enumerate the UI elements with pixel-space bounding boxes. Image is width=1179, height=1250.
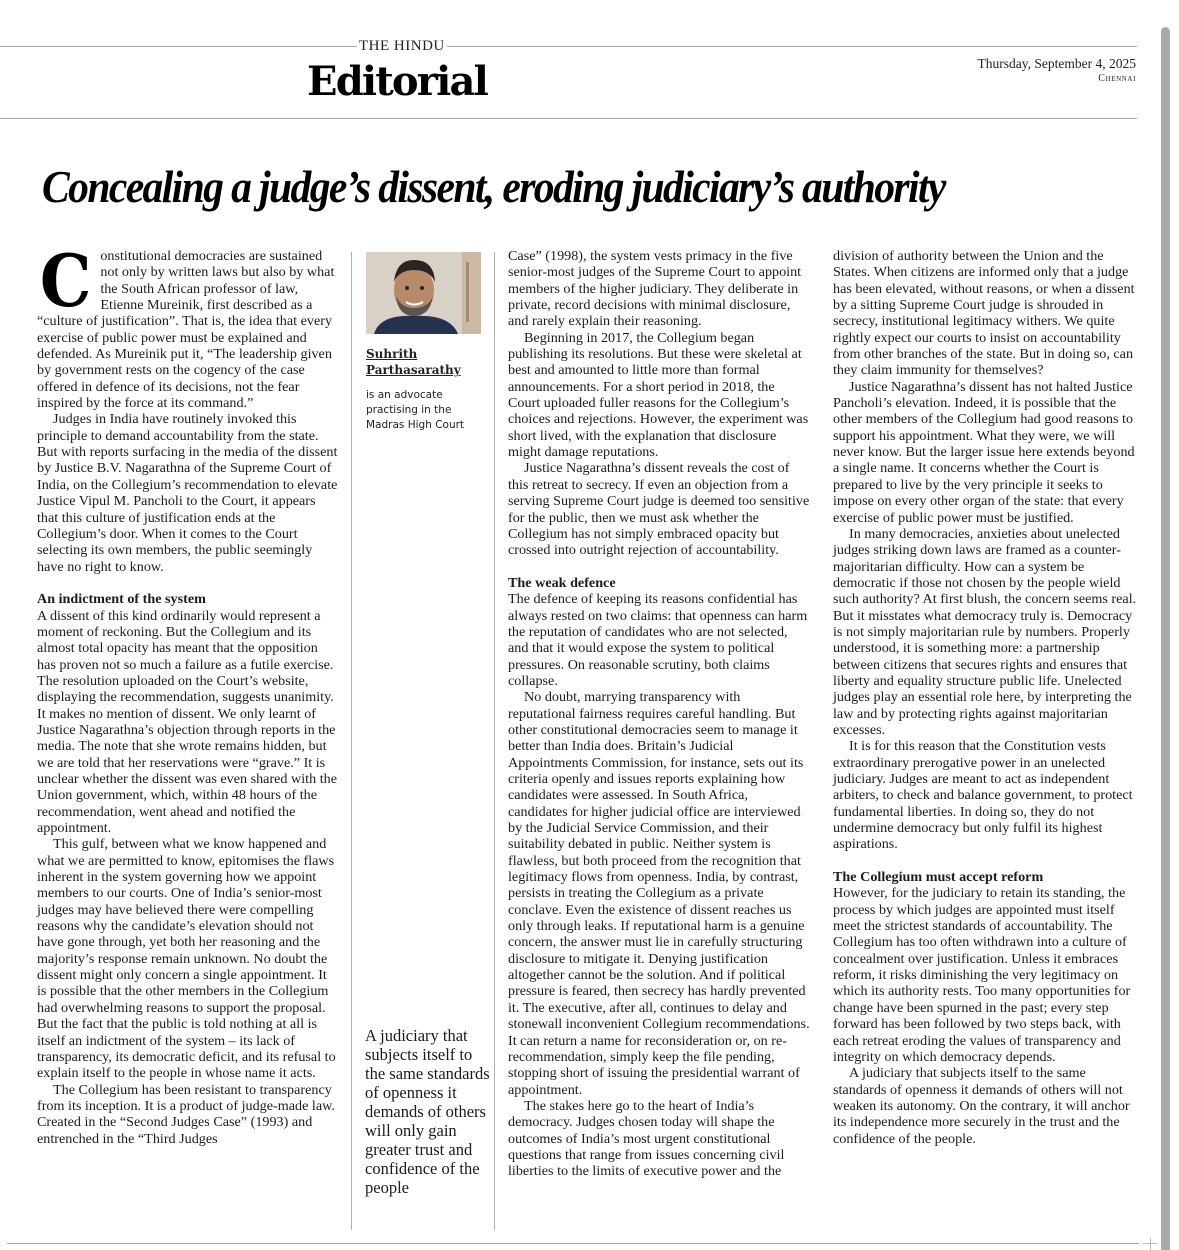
author-portrait-icon <box>366 252 481 334</box>
publication-name: THE HINDU <box>359 38 445 54</box>
paragraph: In many democracies, anxieties about unelected judges striking down laws are framed as a counter-majoritarian difficulty. How can a system be democratic if those not chosen by the people wield such authority? At first blush, the concern seems real. But it misstates what democracy truly is. Democracy is not simply majoritarian rule by numbers. Properly understood, it is something more: a partnership between citizens that secures rights and ensures that liberty and equality structure public life. Unelected judges play an essential role here, by interpreting the law and by protecting rights against majoritarian excesses. <box>833 525 1137 738</box>
pull-quote: A judiciary that subjects itself to the same standards of openness it demands of others will only gain greater trust and confidence of the people <box>365 1026 490 1197</box>
paragraph: No doubt, marrying transparency with reputational fairness requires careful handling. But other constitutional democracies seem to manage it better than India does. Britain’s Judicial Appointments Commission, for instance, sets out its criteria openly and issues reports explaining how candidates were assessed. In South Africa, candidates for higher judicial office are interviewed by the Judicial Service Commission, and their suitability debated in public. Neither system is flawless, but both proceed from the recognition that legitimacy flows from openness. India, by contrast, persists in treating the Collegium as a private conclave. Even the existence of dissent reaches us only through leaks. If reputational harm is a genuine concern, the answer must lie in carefully structuring disclosure to mitigate it. Denying justification altogether cannot be the solution. And if political pressure is feared, then secrecy has hardly prevented it. The executive, after all, continues to delay and stonewall inconvenient Collegium recommendations. It can return a name for reconsideration or, on re-recommendation, simply keep the file pending, stopping short of issuing the presidential warrant of appointment. <box>508 689 810 1098</box>
paragraph: Justice Nagarathna’s dissent has not halted Justice Pancholi’s elevation. Indeed, it is possible that the other members of the Collegium had good reasons to support his appointment. What they were, we will never know. But the larger issue here extends beyond a single name. It concerns whether the Court is prepared to live by the very principle it seeks to impose on every other organ of the state: that every exercise of public power must be justified. <box>833 378 1135 526</box>
publication-date: Thursday, September 4, 2025 <box>977 56 1136 71</box>
author-bio: is an advocate practising in the Madras High Court <box>366 389 465 431</box>
paragraph: Judges in India have routinely invoked this principle to demand accountability from the state. But with reports surfacing in the media of the dissent by Justice B.V. Nagarathna of the Supreme Court of India, on the Collegium’s recommendation to elevate Justice Vipul M. Pancholi to the Court, it appears that this culture of justification ends at the Collegium’s door. When it comes to the Court selecting its own members, the public seemingly have no right to know. <box>37 411 338 575</box>
paragraph: division of authority between the Union and the States. When citizens are informed only that a judge has been elevated, without reasons, or when a dissent by a sitting Supreme Court judge is shrouded in secrecy, institutional legitimacy withers. We quite rightly expect our courts to insist on accountability from other branches of the state. But in doing so, can they claim immunity for themselves? <box>833 248 1135 379</box>
paragraph: This gulf, between what we know happened and what we are permitted to know, epitomises the flaws inherent in the system governing how we appoint members to our courts. One of India’s senior-most judges may have believed there were compelling reasons why the candidate’s elevation should not have gone through, yet both her reasoning and the majority’s response remain unknown. No doubt the dissent might only concern a single appointment. It is possible that the other members in the Collegium had overwhelming reasons to support the proposal. But the fact that the public is told nothing at all is itself an indictment of the system – its lack of transparency, its democratic deficit, and its refusal to explain itself to the people in whose name it acts. <box>37 836 336 1082</box>
crop-mark <box>1150 1238 1151 1250</box>
paragraph: Case” (1998), the system vests primacy in the five senior-most judges of the Supreme Court to appoint members of the higher judiciary. They deliberate in private, record decisions with minimal disclosure, and rarely explain their reasoning. <box>508 248 802 330</box>
column-divider <box>494 252 495 1230</box>
masthead-bottom-rule <box>0 118 1137 119</box>
paragraph: However, for the judiciary to retain its standing, the process by which judges are appointed must itself meet the strictest standards of accountability. The Collegium has too often withdrawn into a culture of concealment over justification. Unless it embraces reform, it risks diminishing the very legitimacy on which its authority rests. Too many opportunities for change have been spurned in the past; every step forward has been followed by two steps back, with each retreat eroding the values of transparency and integrity on which democracy depends. <box>833 885 1131 1065</box>
column-1 <box>37 238 339 1147</box>
paragraph: The Collegium has been resistant to transparency from its inception. It is a product of judge-made law. Created in the “Second Judges Case” (1993) and entrenched in the “Third Judges <box>37 1081 335 1147</box>
article-headline: Concealing a judge’s dissent, eroding judiciary’s authority <box>42 161 945 212</box>
masthead-top-rule <box>0 46 1137 47</box>
section-title: Editorial <box>307 58 487 105</box>
drop-cap: C <box>39 238 92 323</box>
paragraph: The stakes here go to the heart of India’s democracy. Judges chosen today will shape the outcomes of India’s most urgent constitutional questions that range from issues concerning civil liberties to the limits of executive power and the <box>508 1097 785 1180</box>
subheading: The Collegium must accept reform <box>833 869 1044 886</box>
subheading: An indictment of the system <box>37 591 206 608</box>
paragraph: onstitutional democracies are sustained not only by written laws but also by what the South African professor of law, Etienne Mureinik, first described as a “culture of justification”. That is, the idea that every exercise of public power must be explained and defended. As Mureinik put it, “The leadership given by government rests on the cogency of the case offered in defence of its decisions, not the fear inspired by the force at its command.” <box>37 248 335 412</box>
paragraph: A judiciary that subjects itself to the same standards of openness it demands of others will not weaken its autonomy. On the contrary, it will anchor its independence more securely in the trust and the confidence of the people. <box>833 1065 1130 1147</box>
paragraph: It is for this reason that the Constitution vests extraordinary prerogative power in an unelected judiciary. Judges are meant to act as independent arbiters, to check and balance government, to protect fundamental liberties. In doing so, they do not undermine democracy but only fulfil its highest aspirations. <box>833 738 1133 853</box>
edition-city: Chennai <box>1098 73 1136 84</box>
paragraph: A dissent of this kind ordinarily would represent a moment of reckoning. But the Collegium and its almost total opacity has meant that the opposition has proven not so much a failure as a futile exercise. The resolution uploaded on the Court’s website, displaying the recommendation, suggests unanimity. It makes no mention of dissent. We only learnt of Justice Nagarathna’s objection through reports in the media. The note that she wrote remains hidden, but we are told that her reservations were “grave.” It is unclear whether the dissent was even shared with the Union government, which, within 48 hours of the recommendation, went ahead and notified the appointment. <box>37 607 337 837</box>
column-3 <box>508 248 810 1180</box>
page-bottom-rule <box>7 1243 1139 1244</box>
subheading: The weak defence <box>508 574 616 591</box>
paragraph: The defence of keeping its reasons confidential has always rested on two claims: that openness can harm the reputation of candidates who are not selected, and that it would expose the system to political pressures. On reasonable scrutiny, both claims collapse. <box>508 591 808 689</box>
column-divider <box>351 252 352 1230</box>
author-name[interactable]: Suhrith Parthasarathy <box>366 347 461 377</box>
crop-mark <box>1143 1243 1157 1244</box>
scrollbar-thumb[interactable] <box>1161 27 1170 1250</box>
author-photo <box>366 252 481 334</box>
paragraph: Justice Nagarathna’s dissent reveals the cost of this retreat to secrecy. If even an objection from a serving Supreme Court judge is deemed too sensitive for the public, then we must ask whether the Collegium has not simply embraced opacity but crossed into outright rejection of accountability. <box>508 460 810 559</box>
paragraph: Beginning in 2017, the Collegium began publishing its resolutions. But these were skeletal at best and amounted to little more than formal announcements. For a short period in 2018, the Court uploaded fuller reasons for the Collegium’s choices and rejections. However, the experiment was short lived, with the explanation that disclosure might damage reputations. <box>508 329 809 461</box>
column-4 <box>833 248 1137 1147</box>
